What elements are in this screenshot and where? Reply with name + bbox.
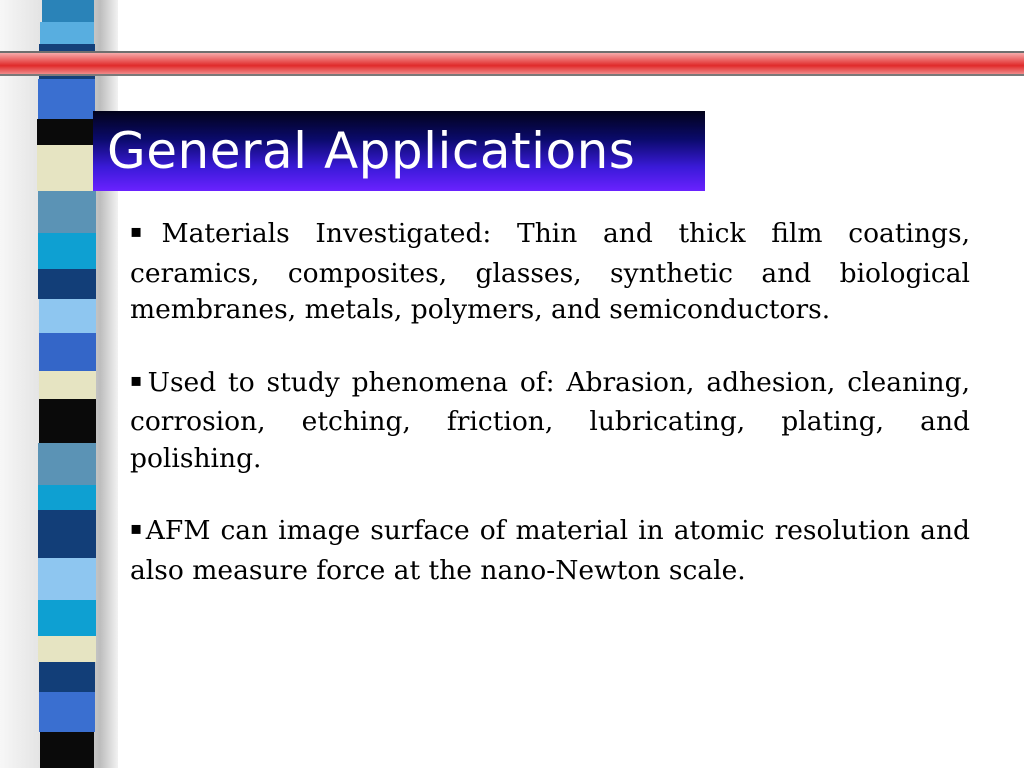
bullet-text: Materials Investigated: Thin and thick film coatings, ceramics, composites, glasses, synthetic and biological membranes, metals, polymers, and semiconductors.: [130, 218, 971, 325]
slide-title: General Applications: [107, 122, 636, 180]
strip-segment: [38, 443, 96, 485]
strip-segment: [42, 0, 94, 22]
strip-segment: [40, 732, 94, 768]
strip-segment: [39, 662, 95, 692]
strip-segment: [39, 333, 96, 371]
strip-segment: [38, 510, 96, 558]
bullet-item: [130, 513, 970, 589]
decorative-strip: [34, 0, 98, 768]
strip-segment: [40, 22, 94, 44]
strip-segment: [39, 299, 96, 333]
bullet-item: [130, 216, 970, 329]
strip-segment: [38, 485, 96, 510]
strip-segment: [37, 145, 96, 191]
strip-segment: [38, 558, 96, 600]
bullet-item: [130, 365, 970, 478]
strip-segment: [38, 191, 96, 233]
bullet-text: AFM can image surface of material in atomic resolution and also measure force at the nano-Newton scale.: [130, 515, 971, 586]
bullet-text: Used to study phenomena of: Abrasion, adhesion, cleaning, corrosion, etching, friction, lubricating, plating, and polishing.: [130, 366, 970, 474]
header-bar: [0, 51, 1024, 76]
bullet-marker: ▪: [130, 369, 146, 391]
strip-segment: [39, 692, 95, 732]
strip-segment: [37, 119, 96, 145]
bullet-list: [130, 216, 970, 625]
strip-segment: [38, 79, 95, 119]
strip-segment: [39, 399, 96, 443]
bullet-marker: ▪: [130, 221, 160, 242]
title-box: [93, 111, 705, 191]
strip-segment: [38, 600, 96, 636]
strip-segment: [39, 371, 96, 399]
bullet-marker: ▪: [130, 518, 144, 539]
strip-segment: [38, 233, 96, 269]
strip-segment: [38, 636, 96, 662]
strip-segment: [38, 269, 96, 299]
